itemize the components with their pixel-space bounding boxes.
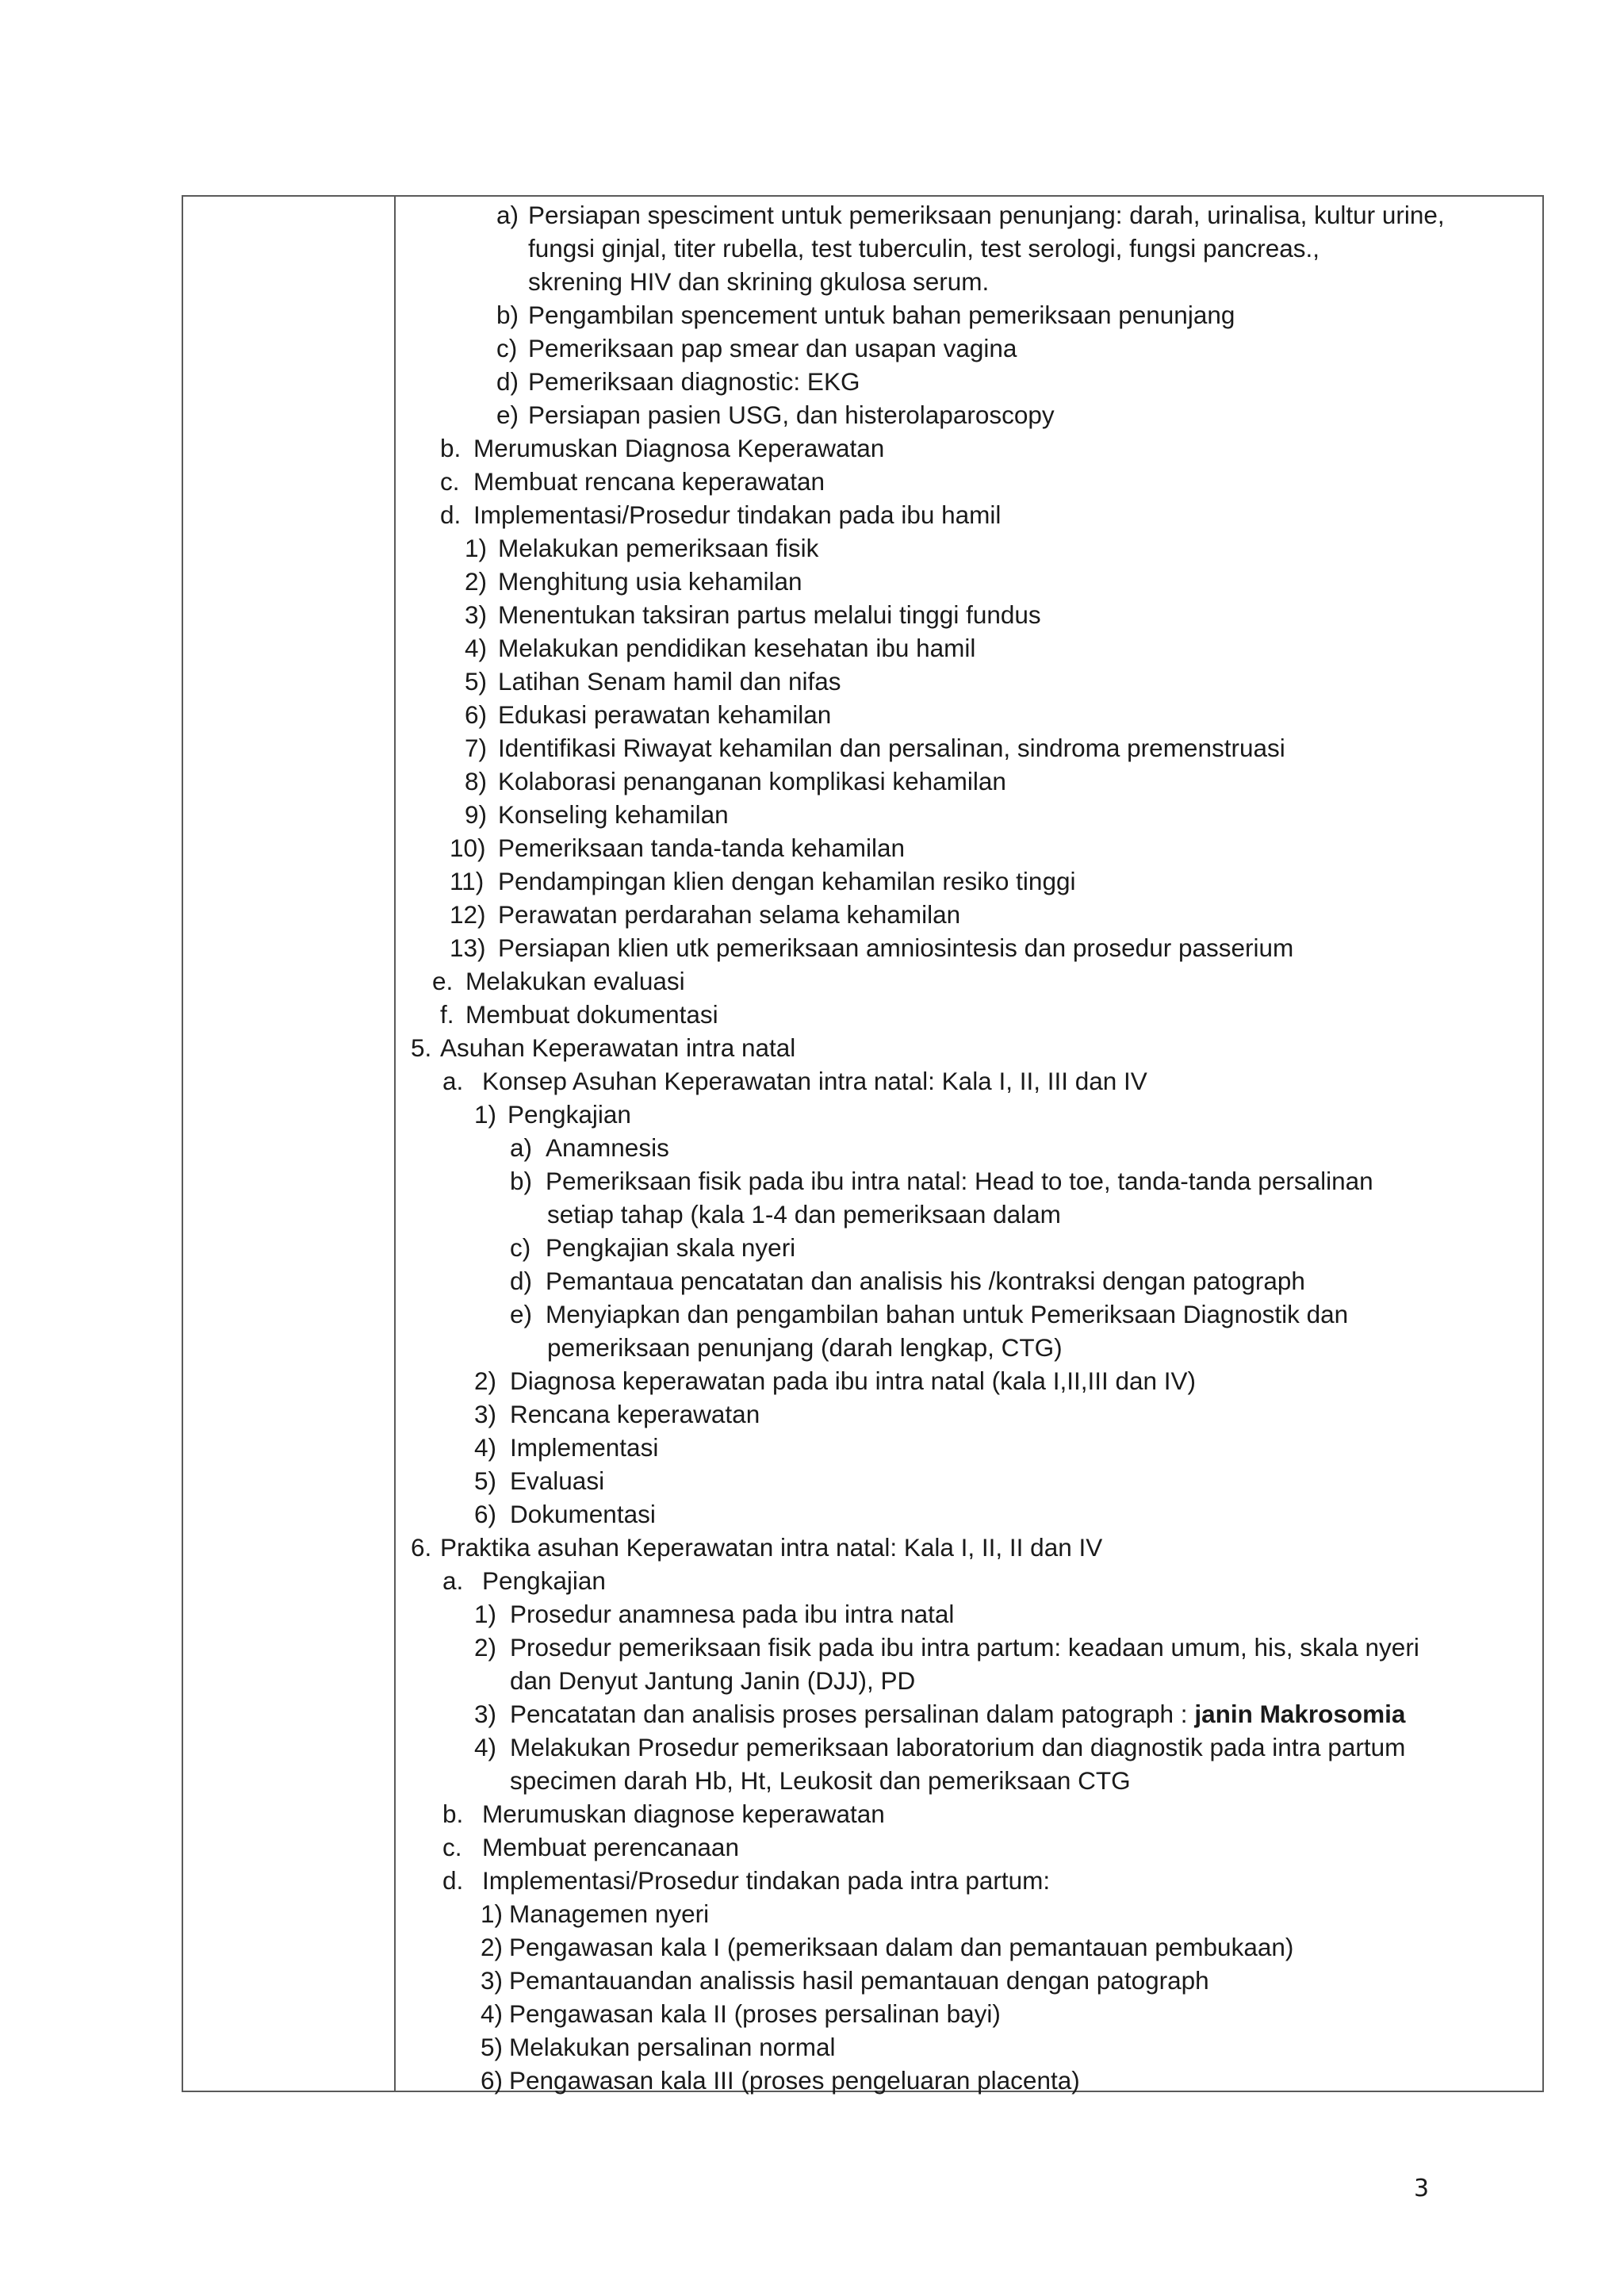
- list-item-text: [473, 498, 1001, 531]
- list-item-text: [440, 1531, 1102, 1564]
- list-item-text-content: Pengkajian: [508, 1100, 631, 1129]
- list-item-text-content: Pemeriksaan tanda-tanda kehamilan: [498, 834, 906, 862]
- list-item-text-content: Asuhan Keperawatan intra natal: [440, 1033, 796, 1062]
- list-item-text-content: Konseling kehamilan: [498, 800, 729, 829]
- list-item-number: b.: [442, 1800, 464, 1828]
- list-item-text-content: Membuat rencana keperawatan: [473, 467, 825, 496]
- list-item-text: [510, 1664, 915, 1697]
- list-item-text-content: Latihan Senam hamil dan nifas: [498, 667, 841, 696]
- list-item-number: c): [510, 1233, 531, 1262]
- list-item-text: [482, 1564, 606, 1597]
- list-item-text: [509, 1897, 709, 1930]
- list-item-number: e.: [432, 967, 454, 995]
- list-item-bold-text: janin Makrosomia: [1194, 1700, 1406, 1728]
- list-item-text-content: Identifikasi Riwayat kehamilan dan persalinan, sindroma premenstruasi: [498, 734, 1285, 762]
- list-item-text-content: Kolaborasi penanganan komplikasi kehamilan: [498, 767, 1006, 795]
- list-item-number: 3): [481, 1966, 504, 1995]
- list-item-text: [508, 1098, 631, 1131]
- list-item-number: 5): [481, 2033, 504, 2061]
- list-item-text-content: Melakukan persalinan normal: [509, 2033, 836, 2061]
- list-item-text: [509, 2064, 1080, 2097]
- list-item-text: [465, 964, 685, 998]
- list-item-text: [510, 1497, 656, 1531]
- list-item-text-content: Praktika asuhan Keperawatan intra natal: Kala I, II, II dan IV: [440, 1533, 1103, 1562]
- list-item-text-content: Implementasi/Prosedur tindakan pada ibu hamil: [473, 500, 1002, 529]
- list-item-text-content: Pengkajian skala nyeri: [546, 1233, 796, 1262]
- list-item-number: 1): [474, 1100, 497, 1129]
- list-item-text: [546, 1231, 795, 1264]
- list-item-text-content: Melakukan pemeriksaan fisik: [498, 534, 819, 562]
- list-item-text-content: Pengawasan kala III (proses pengeluaran placenta): [509, 2066, 1080, 2095]
- list-item-text-content: Pengawasan kala II (proses persalinan bayi): [509, 1999, 1001, 2028]
- list-item-text-content: Evaluasi: [510, 1466, 605, 1495]
- list-item-text: [473, 465, 825, 498]
- list-item-number: 2): [474, 1633, 497, 1662]
- list-item-number: 4): [481, 1999, 504, 2028]
- list-item-text: [528, 365, 860, 398]
- list-item-number: b.: [440, 434, 462, 462]
- list-item-text-content: Membuat dokumentasi: [465, 1000, 718, 1029]
- list-item-text-content: setiap tahap (kala 1-4 dan pemeriksaan dalam: [547, 1200, 1061, 1228]
- list-item-number: 4): [474, 1733, 497, 1761]
- list-item-text: [498, 631, 975, 665]
- list-item-text: [509, 1964, 1209, 1997]
- list-item-text: [510, 1597, 954, 1631]
- list-item-text: [498, 531, 818, 565]
- list-item-text: [547, 1198, 1061, 1231]
- list-item-text: [510, 1631, 1419, 1664]
- list-item-text: [510, 1731, 1405, 1764]
- list-item-text: [547, 1331, 1063, 1364]
- list-item-text-content: Menentukan taksiran partus melalui tinggi fundus: [498, 600, 1041, 629]
- list-item-text-content: Pemeriksaan fisik pada ibu intra natal: Head to toe, tanda-tanda persalinan: [546, 1167, 1373, 1195]
- list-item-number: 5.: [411, 1033, 432, 1062]
- list-item-number: 6): [481, 2066, 504, 2095]
- list-item-number: d): [496, 367, 519, 396]
- list-item-text: [498, 898, 960, 931]
- list-item-text: [498, 931, 1293, 964]
- list-item-text-content: skrening HIV dan skrining gkulosa serum.: [528, 267, 990, 296]
- list-item-text-content: Menyiapkan dan pengambilan bahan untuk Pemeriksaan Diagnostik dan: [546, 1300, 1349, 1328]
- list-item-text-content: Merumuskan diagnose keperawatan: [482, 1800, 885, 1828]
- list-item-text-content: Persiapan pasien USG, dan histerolaparoscopy: [528, 401, 1055, 429]
- list-item-number: d.: [442, 1866, 464, 1895]
- list-item-text: [509, 1930, 1293, 1964]
- list-item-text: [498, 831, 905, 864]
- list-item-number: 3): [474, 1700, 497, 1728]
- list-item-text-content: Pencatatan dan analisis proses persalinan dalam patograph :: [510, 1700, 1195, 1728]
- list-item-text: [528, 198, 1445, 232]
- list-item-text: [498, 565, 802, 598]
- list-item-text: [510, 1431, 658, 1464]
- list-item-number: 6): [465, 700, 488, 729]
- list-item-number: d.: [440, 500, 462, 529]
- list-item-text: [528, 298, 1235, 332]
- list-item-text: [528, 332, 1017, 365]
- list-item-number: e): [496, 401, 519, 429]
- page-number: 3: [1414, 2175, 1430, 2202]
- list-item-text: [482, 1830, 739, 1864]
- list-item-text-content: Pemantauandan analissis hasil pemantauan dengan patograph: [509, 1966, 1209, 1995]
- list-item-text: [509, 2030, 835, 2064]
- list-item-number: 11): [450, 867, 485, 895]
- list-item-number: 8): [465, 767, 488, 795]
- list-item-text-content: Edukasi perawatan kehamilan: [498, 700, 832, 729]
- list-item-number: 2): [481, 1933, 504, 1961]
- list-item-number: 5): [474, 1466, 497, 1495]
- column-divider: [394, 197, 396, 2091]
- list-item-text-content: Membuat perencanaan: [482, 1833, 739, 1861]
- list-item-text: [546, 1297, 1348, 1331]
- list-item-number: 3): [474, 1400, 497, 1428]
- list-item-text: [498, 731, 1285, 765]
- list-item-text-content: dan Denyut Jantung Janin (DJJ), PD: [510, 1666, 916, 1695]
- list-item-number: 9): [465, 800, 488, 829]
- list-item-number: a): [496, 201, 519, 229]
- list-item-text: [482, 1864, 1050, 1897]
- list-item-text: [482, 1797, 885, 1830]
- list-item-text: [473, 431, 884, 465]
- list-item-text-content: Persiapan klien utk pemeriksaan amniosintesis dan prosedur passerium: [498, 933, 1294, 962]
- list-item-text: [510, 1397, 760, 1431]
- list-item-text-content: Implementasi: [510, 1433, 659, 1462]
- list-item-text: [510, 1364, 1196, 1397]
- list-item-text-content: Prosedur pemeriksaan fisik pada ibu intra partum: keadaan umum, his, skala nyeri: [510, 1633, 1419, 1662]
- list-item-text: [528, 232, 1320, 265]
- list-item-text-content: Anamnesis: [546, 1133, 669, 1162]
- list-item-text-content: Pengawasan kala I (pemeriksaan dalam dan pemantauan pembukaan): [509, 1933, 1294, 1961]
- list-item-number: a): [510, 1133, 533, 1162]
- list-item-text-content: Menghitung usia kehamilan: [498, 567, 802, 596]
- list-item-text: [528, 398, 1055, 431]
- list-item-number: b): [510, 1167, 533, 1195]
- list-item-text: [440, 1031, 795, 1064]
- list-item-number: c): [496, 334, 518, 362]
- list-item-text: [498, 598, 1041, 631]
- list-item-number: 12): [450, 900, 486, 929]
- list-item-text-content: Diagnosa keperawatan pada ibu intra natal (kala I,II,III dan IV): [510, 1366, 1197, 1395]
- list-item-text-content: pemeriksaan penunjang (darah lengkap, CTG): [547, 1333, 1063, 1362]
- list-item-text-content: Pemeriksaan pap smear dan usapan vagina: [528, 334, 1017, 362]
- list-item-number: d): [510, 1267, 533, 1295]
- list-item-text: [498, 864, 1075, 898]
- list-item-text-content: Pengkajian: [482, 1566, 606, 1595]
- list-item-text: [498, 765, 1006, 798]
- list-item-number: c.: [442, 1833, 462, 1861]
- list-item-text-content: fungsi ginjal, titer rubella, test tuberculin, test serologi, fungsi pancreas.,: [528, 234, 1320, 263]
- list-item-number: f.: [440, 1000, 454, 1029]
- list-item-number: 3): [465, 600, 488, 629]
- list-item-number: e): [510, 1300, 533, 1328]
- list-item-number: 4): [465, 634, 488, 662]
- list-item-text-content: Perawatan perdarahan selama kehamilan: [498, 900, 961, 929]
- list-item-text: [498, 665, 841, 698]
- list-item-text-content: Dokumentasi: [510, 1500, 656, 1528]
- list-item-text-content: Pemeriksaan diagnostic: EKG: [528, 367, 860, 396]
- list-item-number: 10): [450, 834, 486, 862]
- list-item-text: [465, 998, 718, 1031]
- list-item-text-content: Persiapan spesciment untuk pemeriksaan penunjang: darah, urinalisa, kultur urine,: [528, 201, 1445, 229]
- list-item-text: [482, 1064, 1147, 1098]
- list-item-text: [510, 1464, 604, 1497]
- list-item-text-content: Melakukan pendidikan kesehatan ibu hamil: [498, 634, 976, 662]
- list-item-text: [498, 698, 831, 731]
- list-item-text-content: Pendampingan klien dengan kehamilan resiko tinggi: [498, 867, 1076, 895]
- list-item-number: 5): [465, 667, 488, 696]
- list-item-text-content: Pemantaua pencatatan dan analisis his /kontraksi dengan patograph: [546, 1267, 1305, 1295]
- list-item-number: c.: [440, 467, 460, 496]
- list-item-text-content: Konsep Asuhan Keperawatan intra natal: Kala I, II, III dan IV: [482, 1067, 1147, 1095]
- list-item-number: 4): [474, 1433, 497, 1462]
- list-item-number: 6): [474, 1500, 497, 1528]
- list-item-text-content: Melakukan Prosedur pemeriksaan laboratorium dan diagnostik pada intra partum: [510, 1733, 1406, 1761]
- list-item-number: 2): [465, 567, 488, 596]
- list-item-text-content: Rencana keperawatan: [510, 1400, 760, 1428]
- list-item-text: [510, 1764, 1131, 1797]
- list-item-text: [510, 1697, 1405, 1731]
- list-item-text-content: specimen darah Hb, Ht, Leukosit dan pemeriksaan CTG: [510, 1766, 1131, 1795]
- list-item-number: a.: [442, 1067, 464, 1095]
- list-item-number: 1): [481, 1899, 504, 1928]
- list-item-number: b): [496, 301, 519, 329]
- list-item-text: [509, 1997, 1001, 2030]
- list-item-text-content: Pengambilan spencement untuk bahan pemeriksaan penunjang: [528, 301, 1235, 329]
- list-item-text: [546, 1164, 1373, 1198]
- list-item-number: a.: [442, 1566, 464, 1595]
- list-item-text: [498, 798, 729, 831]
- list-item-text: [546, 1131, 669, 1164]
- list-item-text-content: Implementasi/Prosedur tindakan pada intra partum:: [482, 1866, 1051, 1895]
- list-item-number: 6.: [411, 1533, 432, 1562]
- list-item-text-content: Managemen nyeri: [509, 1899, 710, 1928]
- list-item-text-content: Merumuskan Diagnosa Keperawatan: [473, 434, 885, 462]
- list-item-number: 13): [450, 933, 486, 962]
- list-item-number: 1): [474, 1600, 497, 1628]
- list-item-text-content: Prosedur anamnesa pada ibu intra natal: [510, 1600, 955, 1628]
- list-item-text-content: Melakukan evaluasi: [465, 967, 685, 995]
- list-item-text: [546, 1264, 1305, 1297]
- list-item-number: 1): [465, 534, 488, 562]
- list-item-number: 2): [474, 1366, 497, 1395]
- list-item-number: 7): [465, 734, 488, 762]
- list-item-text: [528, 265, 989, 298]
